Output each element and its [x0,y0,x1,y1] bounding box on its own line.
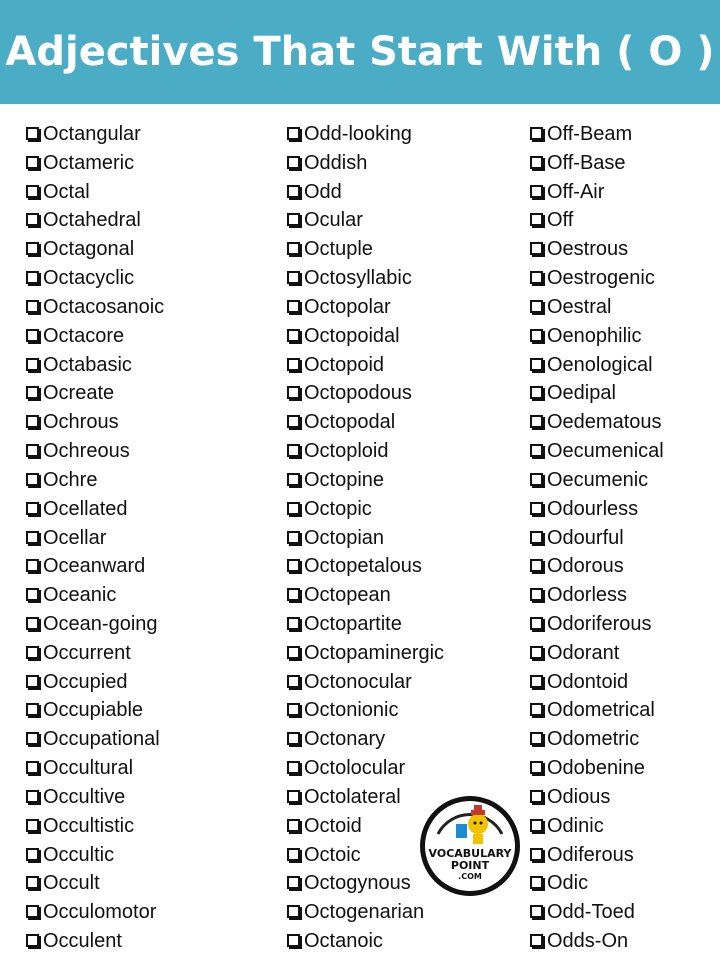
word-label: Ocellar [43,526,107,549]
word-list-item [530,841,664,870]
word-label: Oenological [547,353,653,376]
checkbox-icon [26,876,39,889]
checkbox-icon [26,905,39,918]
word-label: Octahedral [43,209,141,232]
checkbox-icon [26,242,39,255]
word-label: Octolocular [304,757,406,780]
word-label: Oddish [304,151,368,174]
word-list-item [26,552,164,581]
word-label: Odiferous [547,843,634,866]
word-list-item [530,898,664,927]
checkbox-icon [530,185,543,198]
logo-text-line3: .COM [458,872,482,881]
word-label: Occultistic [43,814,135,837]
word-list-item [287,495,444,524]
word-list-item [26,149,164,178]
checkbox-icon [26,819,39,832]
word-label: Oecumenic [547,468,649,491]
word-label: Oestrous [547,238,629,261]
word-list-item [26,206,164,235]
checkbox-icon [530,358,543,371]
checkbox-icon [530,934,543,947]
checkbox-icon [287,358,300,371]
word-label: Octopoid [304,353,385,376]
checkbox-icon [287,876,300,889]
checkbox-icon [287,675,300,688]
checkbox-icon [530,444,543,457]
word-list-item [287,437,444,466]
checkbox-icon [530,646,543,659]
page-title: Adjectives That Start With ( O ) [5,29,715,75]
checkbox-icon [26,444,39,457]
checkbox-icon [287,127,300,140]
checkbox-icon [287,415,300,428]
word-list-item [287,524,444,553]
word-list-item [530,870,664,899]
word-list-item [530,264,664,293]
word-label: Octoploid [304,440,389,463]
checkbox-icon [26,559,39,572]
word-label: Odoriferous [547,612,652,635]
word-label: Octameric [43,151,135,174]
checkbox-icon [287,185,300,198]
word-label: Oenophilic [547,324,642,347]
word-list-item [530,379,664,408]
word-list-item [287,322,444,351]
word-label: Odd-Toed [547,901,635,924]
word-list-item [530,206,664,235]
word-list-item [530,812,664,841]
word-label: Octoic [304,843,361,866]
word-list-item [530,927,664,956]
checkbox-icon [26,646,39,659]
vocabulary-point-logo [418,794,522,898]
word-label: Occupied [43,670,128,693]
checkbox-icon [26,732,39,745]
word-list-item [530,524,664,553]
word-label: Occupiable [43,699,144,722]
word-label: Ocellated [43,497,128,520]
word-label: Odometric [547,728,640,751]
word-label: Occurrent [43,641,131,664]
word-list-item [287,754,444,783]
word-list-item [530,120,664,149]
checkbox-icon [26,617,39,630]
word-list-item [530,725,664,754]
word-label: Oecumenical [547,440,664,463]
word-list-item [530,495,664,524]
checkbox-icon [530,703,543,716]
checkbox-icon [287,300,300,313]
checkbox-icon [530,675,543,688]
checkbox-icon [530,876,543,889]
word-label: Octopean [304,584,391,607]
word-list-item [530,235,664,264]
word-list-item [287,639,444,668]
word-label: Octabasic [43,353,132,376]
checkbox-icon [530,502,543,515]
word-label: Odinic [547,814,604,837]
word-list-item [530,351,664,380]
word-list-item [530,697,664,726]
word-list-item [26,725,164,754]
checkbox-icon [26,761,39,774]
checkbox-icon [287,242,300,255]
word-list-item [287,149,444,178]
word-label: Octal [43,180,90,203]
word-label: Occultic [43,843,115,866]
word-list-item [530,581,664,610]
checkbox-icon [287,617,300,630]
word-list-item [287,264,444,293]
word-label: Octoid [304,814,362,837]
checkbox-icon [287,934,300,947]
word-list-item [26,437,164,466]
checkbox-icon [287,646,300,659]
word-list-item [26,581,164,610]
checkbox-icon [530,848,543,861]
word-list-item [287,351,444,380]
word-label: Odic [547,872,589,895]
word-list-item [287,697,444,726]
logo-text-line1: VOCABULARY [428,847,512,860]
checkbox-icon [26,156,39,169]
word-label: Odobenine [547,757,645,780]
word-label: Oceanward [43,555,146,578]
word-label: Octopodal [304,411,396,434]
word-list-item [26,783,164,812]
word-label: Octopolar [304,295,391,318]
checkbox-icon [530,127,543,140]
checkbox-icon [530,329,543,342]
checkbox-icon [26,300,39,313]
word-list-item [26,812,164,841]
logo-text-line2: POINT [450,859,490,872]
checkbox-icon [530,300,543,313]
word-label: Octagonal [43,238,135,261]
word-list-item [26,639,164,668]
checkbox-icon [287,531,300,544]
checkbox-icon [287,790,300,803]
word-label: Odds-On [547,930,629,953]
word-list-item [530,178,664,207]
checkbox-icon [287,819,300,832]
word-list-item [26,264,164,293]
word-list-item [26,293,164,322]
checkbox-icon [26,502,39,515]
word-label: Octopartite [304,612,402,635]
checkbox-icon [530,242,543,255]
checkbox-icon [287,329,300,342]
checkbox-icon [287,271,300,284]
word-list-item [530,783,664,812]
checkbox-icon [530,559,543,572]
word-list-item [530,639,664,668]
checkbox-icon [530,732,543,745]
word-label: Occupational [43,728,160,751]
word-label: Oedipal [547,382,616,405]
word-label: Ocreate [43,382,115,405]
checkbox-icon [287,156,300,169]
checkbox-icon [287,905,300,918]
word-label: Odorous [547,555,624,578]
checkbox-icon [287,502,300,515]
word-label: Octacore [43,324,125,347]
word-label: Odontoid [547,670,629,693]
word-label: Oestral [547,295,612,318]
word-label: Octopine [304,468,385,491]
checkbox-icon [287,386,300,399]
word-label: Oestrogenic [547,267,655,290]
checkbox-icon [287,559,300,572]
word-list-item [530,466,664,495]
word-list-item [26,668,164,697]
word-label: Octopoidal [304,324,400,347]
word-list-item [287,206,444,235]
word-list-item [26,610,164,639]
word-label: Occulent [43,930,122,953]
checkbox-icon [530,531,543,544]
checkbox-icon [287,761,300,774]
word-label: Ochrous [43,411,119,434]
word-list-item [26,120,164,149]
word-list-item [530,293,664,322]
word-list-item [26,495,164,524]
checkbox-icon [287,848,300,861]
word-label: Octogenarian [304,901,425,924]
word-label: Octonocular [304,670,412,693]
word-label: Oceanic [43,584,117,607]
word-list-item [287,293,444,322]
word-label: Occult [43,872,100,895]
checkbox-icon [26,848,39,861]
word-label: Octonary [304,728,386,751]
word-list-item [287,581,444,610]
word-label: Octangular [43,122,141,145]
word-label: Occulomotor [43,901,157,924]
checkbox-icon [530,588,543,601]
checkbox-icon [26,386,39,399]
word-label: Off-Base [547,151,626,174]
checkbox-icon [26,271,39,284]
word-list-item [287,379,444,408]
word-list-item [530,149,664,178]
word-list-item [26,322,164,351]
word-list-item [530,754,664,783]
word-label: Odd-looking [304,122,412,145]
checkbox-icon [530,156,543,169]
checkbox-icon [530,790,543,803]
word-list-item [530,552,664,581]
word-label: Off [547,209,574,232]
word-list-item [530,610,664,639]
word-label: Ocular [304,209,363,232]
word-label: Ocean-going [43,612,158,635]
checkbox-icon [530,415,543,428]
word-list-item [26,466,164,495]
checkbox-icon [26,588,39,601]
word-label: Odometrical [547,699,655,722]
checkbox-icon [530,761,543,774]
word-list-item [26,927,164,956]
word-list-item [530,322,664,351]
word-label: Octosyllabic [304,267,412,290]
word-list-item [530,668,664,697]
word-list-item [26,697,164,726]
word-label: Odorless [547,584,628,607]
checkbox-icon [530,905,543,918]
word-list-item [26,841,164,870]
checkbox-icon [287,732,300,745]
word-list-item [26,379,164,408]
word-label: Ochreous [43,440,130,463]
word-list-item [530,437,664,466]
word-list-item [287,120,444,149]
word-label: Octogynous [304,872,411,895]
checkbox-icon [287,703,300,716]
checkbox-icon [26,934,39,947]
checkbox-icon [530,473,543,486]
word-list-item [287,610,444,639]
word-list-item [287,898,444,927]
checkbox-icon [530,386,543,399]
word-label: Octolateral [304,785,401,808]
word-list-item [287,552,444,581]
checkbox-icon [287,588,300,601]
word-list-item [287,178,444,207]
word-label: Odious [547,785,611,808]
word-label: Odorant [547,641,620,664]
checkbox-icon [26,185,39,198]
checkbox-icon [26,703,39,716]
word-list-item [26,351,164,380]
word-list-item [287,927,444,956]
word-list-item [26,524,164,553]
word-list-item [26,408,164,437]
word-label: Octuple [304,238,373,261]
checkbox-icon [26,329,39,342]
word-label: Octonionic [304,699,399,722]
word-label: Octopodous [304,382,412,405]
word-list-item [26,870,164,899]
word-list-item [287,668,444,697]
word-label: Odourful [547,526,624,549]
word-label: Odourless [547,497,639,520]
checkbox-icon [26,531,39,544]
checkbox-icon [26,473,39,486]
word-list-item [26,235,164,264]
word-label: Octacyclic [43,267,135,290]
word-list-item [26,178,164,207]
word-label: Octanoic [304,930,383,953]
word-label: Odd [304,180,342,203]
word-list-item [287,235,444,264]
checkbox-icon [530,819,543,832]
checkbox-icon [287,473,300,486]
word-label: Octopic [304,497,372,520]
checkbox-icon [530,271,543,284]
word-label: Off-Air [547,180,605,203]
checkbox-icon [26,127,39,140]
checkbox-icon [26,358,39,371]
word-column-1 [26,120,164,956]
checkbox-icon [530,617,543,630]
word-label: Octacosanoic [43,295,165,318]
word-label: Octopaminergic [304,641,445,664]
page-header [0,0,720,104]
word-label: Oedematous [547,411,662,434]
checkbox-icon [287,213,300,226]
word-label: Occultive [43,785,126,808]
word-label: Off-Beam [547,122,633,145]
word-list-item [287,408,444,437]
checkbox-icon [530,213,543,226]
word-list-item [287,725,444,754]
word-label: Ochre [43,468,98,491]
checkbox-icon [26,790,39,803]
word-list-item [530,408,664,437]
word-list-item [287,466,444,495]
word-label: Octopian [304,526,385,549]
checkbox-icon [26,213,39,226]
word-label: Octopetalous [304,555,422,578]
checkbox-icon [287,444,300,457]
word-label: Occultural [43,757,134,780]
checkbox-icon [26,675,39,688]
word-list-item [26,754,164,783]
word-column-3 [530,120,664,956]
word-list-item [26,898,164,927]
checkbox-icon [26,415,39,428]
